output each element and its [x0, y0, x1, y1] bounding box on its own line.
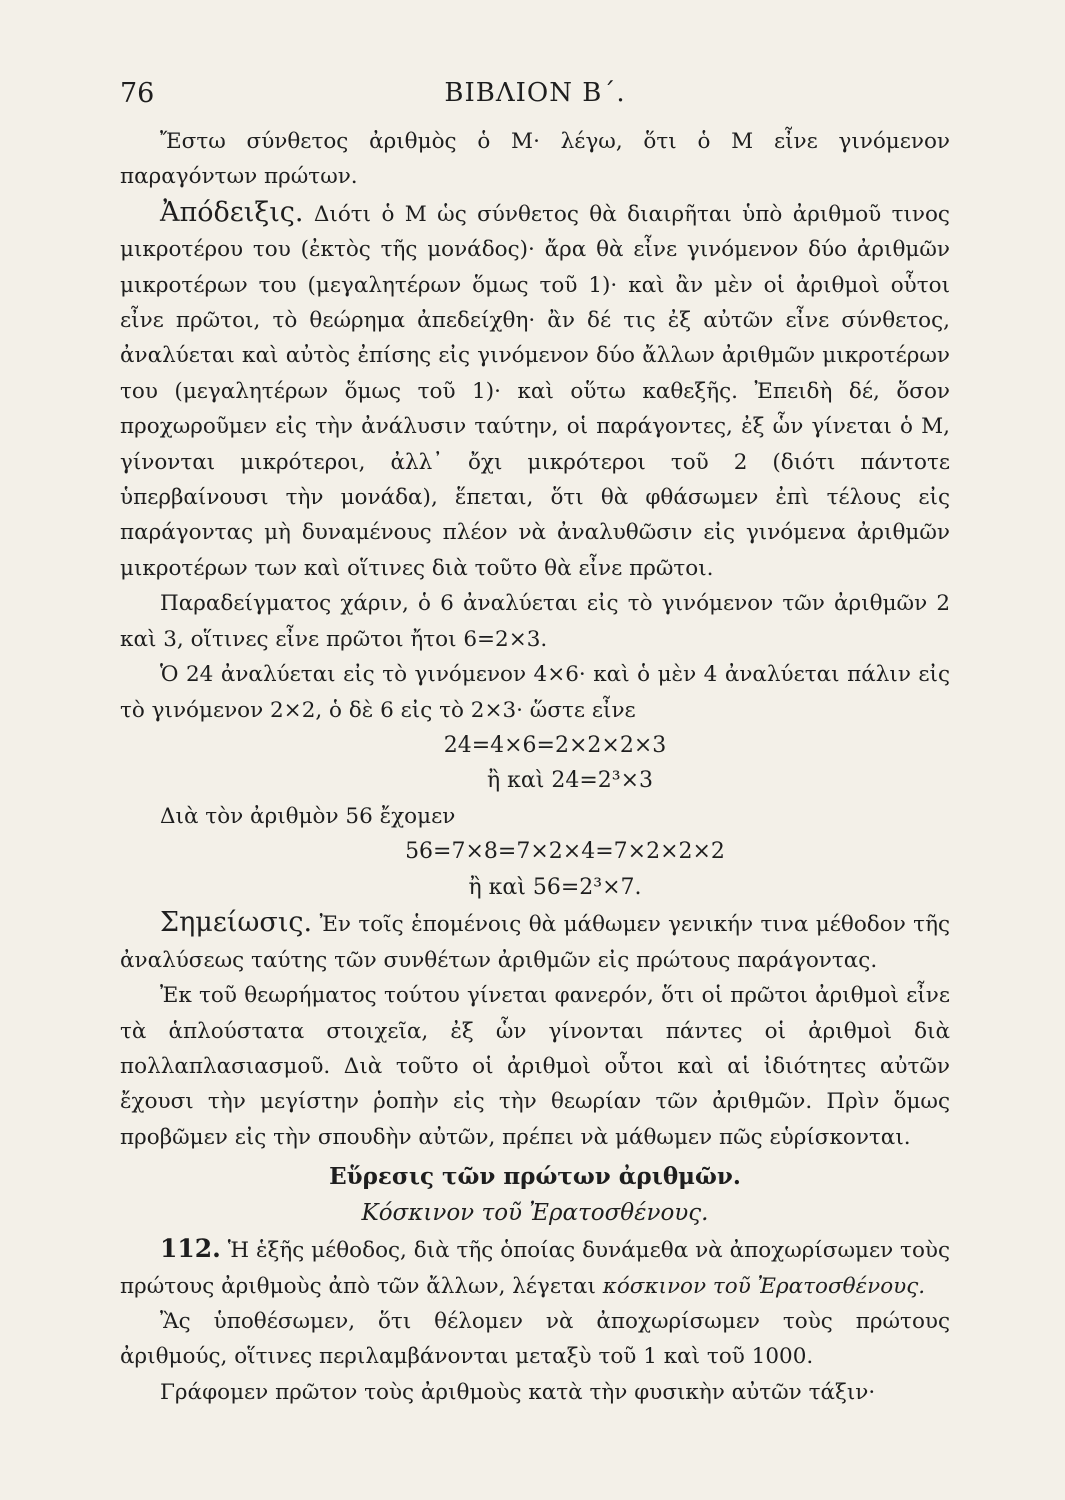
equation-56: 56=7×8=7×2×4=7×2×2×2 — [405, 839, 725, 865]
article-number: 112. — [160, 1234, 221, 1264]
equation-24-power: ἢ καὶ 24=2³×3 — [486, 768, 654, 794]
section-title: Εὕρεσις τῶν πρώτων ἀριθμῶν. — [329, 1163, 741, 1191]
page-header — [120, 78, 950, 118]
example-paragraph: Παραδείγματος χάριν, ὁ 6 ἀναλύεται εἰς τὸ γινόμενον τῶν ἀριθμῶν 2 καὶ 3, οἵτινες εἶνε πρῶτοι ἤτοι 6=2×3. — [120, 591, 950, 652]
note-text: Ἐν τοῖς ἑπομένοις θὰ μάθωμεν γενικήν τινα μέθοδον τῆς ἀναλύσεως ταύτης τῶν συνθέτων ἀριθμῶν εἰς πρώτους παράγοντας. — [120, 912, 950, 973]
example-24-paragraph: Ὁ 24 ἀναλύεται εἰς τὸ γινόμενον 4×6· καὶ ὁ μὲν 4 ἀναλύεται πάλιν εἰς τὸ γινόμενον 2×2, ὁ δὲ 6 εἰς τὸ 2×3· ὥστε εἶνε — [120, 662, 950, 723]
proof-text: Διότι ὁ Μ ὡς σύνθετος θὰ διαιρῆται ὑπὸ ἀριθμοῦ τινος μικροτέρου του (ἐκτὸς τῆς μονάδος)· ἄρα θὰ εἶνε γινόμενον δύο ἀριθμῶν μικροτέρων του (μεγαλητέρων ὅμως τοῦ 1)· καὶ ἂν μὲν οἱ ἀριθμοὶ οὗτοι εἶνε πρῶτοι, τὸ θεώρημα ἀπεδείχθη· ἂν δέ τις ἐξ αὐτῶν εἶνε σύνθετος, ἀναλύεται καὶ αὐτὸς ἐπίσης εἰς γινόμενον δύο ἄλλων ἀριθμῶν μικροτέρων του (μεγαλητέρων ὅμως τοῦ 1)· καὶ οὕτω καθεξῆς. Ἐπειδὴ δέ, ὅσον προχωροῦμεν εἰς τὴν ἀνάλυσιν ταύτην, οἱ παράγοντες, ἐξ ὧν γίνεται ὁ Μ, γίνονται μικρότεροι, ἀλλ᾽ ὄχι μικρότεροι τοῦ 2 (διότι πάντοτε ὑπερβαίνουσι τὴν μονάδα), ἕπεται, ὅτι θὰ φθάσωμεν ἐπὶ τέλους εἰς παράγοντας μὴ δυναμένους πλέον νὰ ἀναλυθῶσιν εἰς γινόμενα ἀριθμῶν μικροτέρων των καὶ οἵτινες διὰ τοῦτο θὰ εἶνε πρῶτοι. — [120, 201, 950, 581]
note-label: Σημείωσις. — [160, 907, 313, 939]
proof-label: Ἀπόδειξις. — [160, 196, 304, 228]
running-title: ΒΙΒΛΙΟΝ Β΄. — [444, 78, 626, 108]
note-paragraph — [120, 905, 950, 978]
page-number: 76 — [120, 78, 155, 109]
example-56-intro: Διὰ τὸν ἀριθμὸν 56 ἔχομεν — [160, 803, 456, 829]
sieve-term: κόσκινον τοῦ Ἐρατοσθένους. — [602, 1273, 926, 1299]
theorem-statement: Ἔστω σύνθετος ἀριθμὸς ὁ Μ· λέγω, ὅτι ὁ Μ εἶνε γινόμενον παραγόντων πρώτων. — [120, 129, 950, 190]
article-assumption-paragraph: Ἂς ὑποθέσωμεν, ὅτι θέλομεν νὰ ἀποχωρίσωμεν τοὺς πρώτους ἀριθμούς, οἵτινες περιλαμβάνονται μεταξὺ τοῦ 1 καὶ τοῦ 1000. — [120, 1309, 950, 1370]
equation-24: 24=4×6=2×2×2×3 — [443, 732, 667, 758]
article-writing-paragraph: Γράφομεν πρῶτον τοὺς ἀριθμοὺς κατὰ τὴν φυσικὴν αὐτῶν τάξιν· — [160, 1379, 876, 1405]
article-112-paragraph — [120, 1231, 950, 1304]
section-subtitle: Κόσκινον τοῦ Ἐρατοσθένους. — [361, 1200, 709, 1227]
proof-paragraph — [120, 195, 950, 586]
article-text: Ἡ ἑξῆς μέθοδος, διὰ τῆς ὁποίας δυνάμεθα νὰ ἀποχωρίσωμεν τοὺς πρώτους ἀριθμοὺς ἀπὸ τῶν ἄλλων, λέγεται — [120, 1238, 950, 1299]
equation-56-power: ἢ καὶ 56=2³×7. — [468, 874, 642, 900]
consequence-paragraph: Ἐκ τοῦ θεωρήματος τούτου γίνεται φανερόν, ὅτι οἱ πρῶτοι ἀριθμοὶ εἶνε τὰ ἁπλούστατα στοιχεῖα, ἐξ ὧν γίνονται πάντες οἱ ἀριθμοὶ διὰ πολλαπλασιασμοῦ. Διὰ τοῦτο οἱ ἀριθμοὶ οὗτοι καὶ αἱ ἰδιότητες αὐτῶν ἔχουσι τὴν μεγίστην ῥοπὴν εἰς τὴν θεωρίαν τῶν ἀριθμῶν. Πρὶν ὅμως προβῶμεν εἰς τὴν σπουδὴν αὐτῶν, πρέπει νὰ μάθωμεν πῶς εὑρίσκονται. — [120, 983, 950, 1150]
page-body — [120, 124, 950, 1410]
